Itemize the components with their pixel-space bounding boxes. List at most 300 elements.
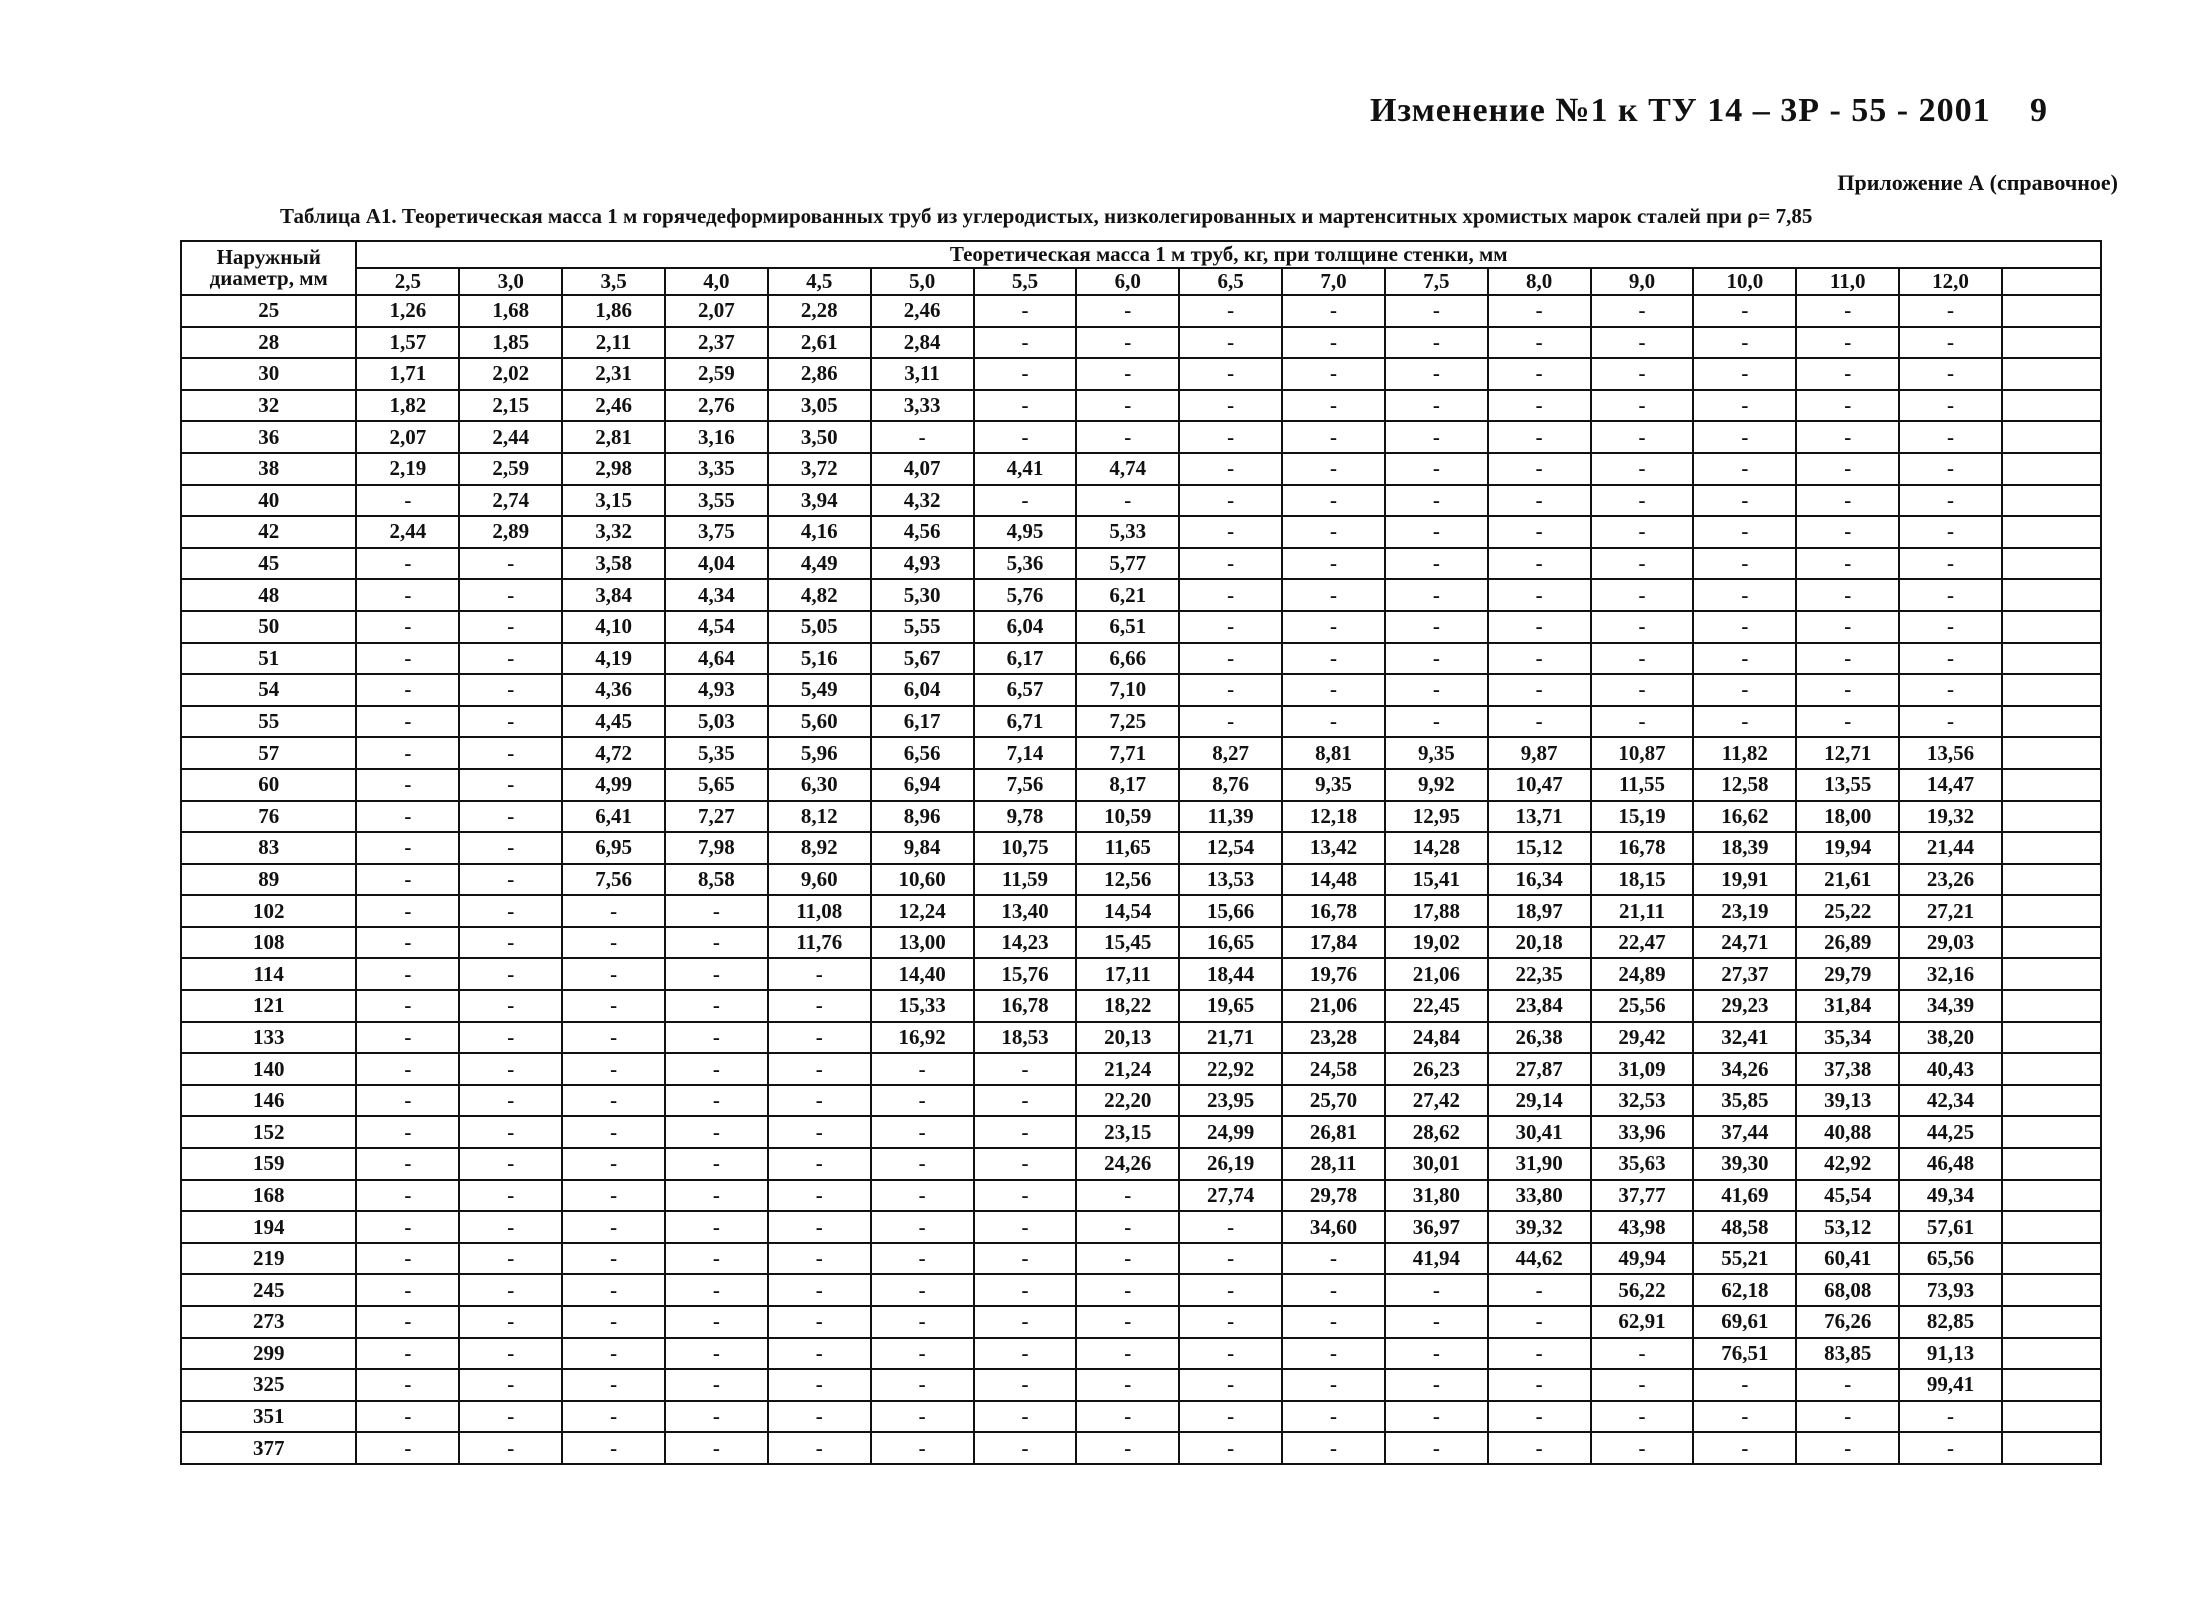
mass-cell: - bbox=[1385, 611, 1488, 643]
mass-cell: - bbox=[1076, 1432, 1179, 1464]
mass-cell: - bbox=[1693, 611, 1796, 643]
mass-cell: 4,95 bbox=[974, 516, 1077, 548]
mass-cell: - bbox=[1796, 1401, 1899, 1433]
mass-cell: 31,84 bbox=[1796, 990, 1899, 1022]
mass-cell: - bbox=[356, 1022, 459, 1054]
diameter-cell: 168 bbox=[181, 1180, 356, 1212]
mass-cell: 3,75 bbox=[665, 516, 768, 548]
mass-cell: 5,16 bbox=[768, 643, 871, 675]
mass-cell: - bbox=[459, 1116, 562, 1148]
diameter-cell: 146 bbox=[181, 1085, 356, 1117]
mass-cell: - bbox=[356, 1211, 459, 1243]
mass-cell: 23,19 bbox=[1693, 895, 1796, 927]
mass-cell: - bbox=[665, 1211, 768, 1243]
mass-cell: - bbox=[1796, 453, 1899, 485]
mass-cell: - bbox=[562, 1085, 665, 1117]
mass-cell: 31,80 bbox=[1385, 1180, 1488, 1212]
mass-cell: 27,42 bbox=[1385, 1085, 1488, 1117]
diameter-cell: 194 bbox=[181, 1211, 356, 1243]
mass-cell: - bbox=[665, 1148, 768, 1180]
mass-cell: - bbox=[974, 1085, 1077, 1117]
mass-cell: 12,24 bbox=[871, 895, 974, 927]
mass-cell: - bbox=[665, 1369, 768, 1401]
mass-cell: 26,38 bbox=[1488, 1022, 1591, 1054]
mass-cell: - bbox=[768, 990, 871, 1022]
empty-cell bbox=[2002, 548, 2101, 580]
empty-cell bbox=[2002, 1022, 2101, 1054]
mass-cell: - bbox=[1076, 1243, 1179, 1275]
thickness-header-cell: 9,0 bbox=[1591, 268, 1694, 295]
mass-cell: 14,47 bbox=[1899, 769, 2002, 801]
mass-cell: 16,78 bbox=[1591, 832, 1694, 864]
table-row bbox=[181, 864, 2101, 896]
mass-cell: - bbox=[1488, 1274, 1591, 1306]
mass-cell: 32,41 bbox=[1693, 1022, 1796, 1054]
mass-cell: - bbox=[1796, 421, 1899, 453]
mass-cell: - bbox=[1591, 295, 1694, 327]
mass-cell: 26,89 bbox=[1796, 927, 1899, 959]
table-container bbox=[180, 240, 2102, 1465]
mass-cell: - bbox=[1693, 1401, 1796, 1433]
mass-cell: - bbox=[1385, 516, 1488, 548]
thickness-header-cell: 3,0 bbox=[459, 268, 562, 295]
mass-cell: - bbox=[665, 895, 768, 927]
mass-cell: 60,41 bbox=[1796, 1243, 1899, 1275]
mass-cell: - bbox=[1488, 674, 1591, 706]
diameter-cell: 89 bbox=[181, 864, 356, 896]
mass-cell: - bbox=[665, 1338, 768, 1370]
mass-cell: 2,98 bbox=[562, 453, 665, 485]
mass-cell: 5,05 bbox=[768, 611, 871, 643]
thickness-header-cell: 12,0 bbox=[1899, 268, 2002, 295]
mass-cell: - bbox=[459, 895, 562, 927]
table-row bbox=[181, 801, 2101, 833]
mass-cell: - bbox=[1796, 611, 1899, 643]
empty-cell bbox=[2002, 1085, 2101, 1117]
mass-cell: 2,59 bbox=[459, 453, 562, 485]
mass-cell: - bbox=[1076, 1274, 1179, 1306]
mass-cell: 91,13 bbox=[1899, 1338, 2002, 1370]
mass-cell: - bbox=[1385, 390, 1488, 422]
mass-cell: 19,65 bbox=[1179, 990, 1282, 1022]
mass-cell: - bbox=[459, 1243, 562, 1275]
mass-cell: 11,39 bbox=[1179, 801, 1282, 833]
mass-cell: 8,12 bbox=[768, 801, 871, 833]
mass-cell: 16,65 bbox=[1179, 927, 1282, 959]
mass-cell: - bbox=[356, 1274, 459, 1306]
thickness-header-cell: 7,0 bbox=[1282, 268, 1385, 295]
table-row bbox=[181, 1180, 2101, 1212]
mass-cell: 7,98 bbox=[665, 832, 768, 864]
diameter-cell: 60 bbox=[181, 769, 356, 801]
mass-cell: 12,71 bbox=[1796, 737, 1899, 769]
diameter-cell: 114 bbox=[181, 958, 356, 990]
mass-cell: - bbox=[356, 832, 459, 864]
mass-cell: 12,18 bbox=[1282, 801, 1385, 833]
mass-cell: 29,23 bbox=[1693, 990, 1796, 1022]
mass-cell: - bbox=[1591, 579, 1694, 611]
mass-cell: 5,36 bbox=[974, 548, 1077, 580]
mass-cell: - bbox=[356, 737, 459, 769]
mass-cell: 14,40 bbox=[871, 958, 974, 990]
mass-cell: 4,34 bbox=[665, 579, 768, 611]
mass-cell: 42,92 bbox=[1796, 1148, 1899, 1180]
mass-cell: - bbox=[1488, 1369, 1591, 1401]
mass-cell: - bbox=[1488, 611, 1591, 643]
mass-cell: - bbox=[1076, 295, 1179, 327]
empty-cell bbox=[2002, 1306, 2101, 1338]
mass-cell: 6,04 bbox=[974, 611, 1077, 643]
mass-cell: 1,26 bbox=[356, 295, 459, 327]
mass-cell: 13,40 bbox=[974, 895, 1077, 927]
mass-cell: - bbox=[1591, 453, 1694, 485]
mass-cell: 39,32 bbox=[1488, 1211, 1591, 1243]
mass-cell: - bbox=[1899, 295, 2002, 327]
mass-cell: 26,23 bbox=[1385, 1053, 1488, 1085]
mass-cell: 22,45 bbox=[1385, 990, 1488, 1022]
empty-cell bbox=[2002, 390, 2101, 422]
mass-cell: 4,04 bbox=[665, 548, 768, 580]
mass-cell: 6,66 bbox=[1076, 643, 1179, 675]
mass-cell: - bbox=[1282, 1274, 1385, 1306]
mass-cell: - bbox=[1385, 485, 1488, 517]
mass-cell: - bbox=[1179, 421, 1282, 453]
mass-cell: 10,60 bbox=[871, 864, 974, 896]
mass-cell: 2,07 bbox=[356, 421, 459, 453]
mass-cell: - bbox=[1488, 579, 1591, 611]
table-row bbox=[181, 548, 2101, 580]
mass-cell: - bbox=[1385, 579, 1488, 611]
mass-cell: - bbox=[1076, 1401, 1179, 1433]
table-row bbox=[181, 1369, 2101, 1401]
mass-cell: 2,11 bbox=[562, 327, 665, 359]
mass-cell: 9,35 bbox=[1385, 737, 1488, 769]
mass-cell: 7,56 bbox=[974, 769, 1077, 801]
mass-cell: 4,49 bbox=[768, 548, 871, 580]
mass-cell: - bbox=[1179, 1401, 1282, 1433]
mass-cell: - bbox=[1899, 327, 2002, 359]
mass-cell: 2,44 bbox=[356, 516, 459, 548]
mass-cell: 33,96 bbox=[1591, 1116, 1694, 1148]
mass-cell: 2,61 bbox=[768, 327, 871, 359]
diameter-cell: 140 bbox=[181, 1053, 356, 1085]
mass-cell: - bbox=[356, 864, 459, 896]
mass-cell: 7,71 bbox=[1076, 737, 1179, 769]
empty-cell bbox=[2002, 769, 2101, 801]
mass-cell: 99,41 bbox=[1899, 1369, 2002, 1401]
mass-cell: 45,54 bbox=[1796, 1180, 1899, 1212]
table-row bbox=[181, 579, 2101, 611]
table-row bbox=[181, 1022, 2101, 1054]
mass-cell: 68,08 bbox=[1796, 1274, 1899, 1306]
mass-cell: - bbox=[871, 1053, 974, 1085]
mass-cell: - bbox=[1796, 643, 1899, 675]
mass-cell: - bbox=[1282, 453, 1385, 485]
mass-cell: 8,81 bbox=[1282, 737, 1385, 769]
mass-cell: 49,34 bbox=[1899, 1180, 2002, 1212]
table-row bbox=[181, 958, 2101, 990]
mass-cell: - bbox=[1179, 485, 1282, 517]
mass-cell: - bbox=[768, 1338, 871, 1370]
mass-cell: 8,17 bbox=[1076, 769, 1179, 801]
mass-cell: - bbox=[871, 1180, 974, 1212]
mass-cell: - bbox=[1179, 1243, 1282, 1275]
diameter-cell: 25 bbox=[181, 295, 356, 327]
empty-cell bbox=[2002, 927, 2101, 959]
mass-cell: 6,21 bbox=[1076, 579, 1179, 611]
mass-cell: - bbox=[1282, 643, 1385, 675]
mass-cell: 34,60 bbox=[1282, 1211, 1385, 1243]
mass-cell: - bbox=[768, 1053, 871, 1085]
mass-cell: 34,39 bbox=[1899, 990, 2002, 1022]
mass-cell: 8,76 bbox=[1179, 769, 1282, 801]
mass-cell: - bbox=[356, 1369, 459, 1401]
mass-cell: 5,35 bbox=[665, 737, 768, 769]
mass-cell: - bbox=[974, 358, 1077, 390]
thickness-header-cell: 10,0 bbox=[1693, 268, 1796, 295]
mass-cell: 21,06 bbox=[1282, 990, 1385, 1022]
mass-cell: 1,68 bbox=[459, 295, 562, 327]
mass-cell: 25,56 bbox=[1591, 990, 1694, 1022]
thickness-header-cell: 4,0 bbox=[665, 268, 768, 295]
mass-cell: - bbox=[1076, 1338, 1179, 1370]
mass-cell: 15,76 bbox=[974, 958, 1077, 990]
mass-cell: - bbox=[562, 1116, 665, 1148]
mass-cell: - bbox=[1796, 327, 1899, 359]
mass-cell: - bbox=[562, 895, 665, 927]
mass-cell: 22,92 bbox=[1179, 1053, 1282, 1085]
mass-cell: 19,32 bbox=[1899, 801, 2002, 833]
mass-cell: 69,61 bbox=[1693, 1306, 1796, 1338]
table-row bbox=[181, 1401, 2101, 1433]
mass-cell: 11,59 bbox=[974, 864, 1077, 896]
mass-cell: - bbox=[1282, 706, 1385, 738]
mass-cell: - bbox=[356, 1432, 459, 1464]
mass-cell: 6,56 bbox=[871, 737, 974, 769]
mass-cell: - bbox=[1591, 358, 1694, 390]
mass-cell: 11,76 bbox=[768, 927, 871, 959]
mass-cell: - bbox=[1076, 1211, 1179, 1243]
mass-cell: - bbox=[1282, 421, 1385, 453]
mass-cell: 49,94 bbox=[1591, 1243, 1694, 1275]
mass-cell: - bbox=[1899, 643, 2002, 675]
mass-cell: 5,49 bbox=[768, 674, 871, 706]
mass-cell: - bbox=[1591, 327, 1694, 359]
empty-cell bbox=[2002, 1116, 2101, 1148]
mass-cell: 15,33 bbox=[871, 990, 974, 1022]
mass-cell: 4,93 bbox=[871, 548, 974, 580]
mass-cell: - bbox=[1796, 516, 1899, 548]
diameter-column-header: Наружный диаметр, мм bbox=[181, 241, 356, 295]
mass-cell: - bbox=[768, 1243, 871, 1275]
mass-cell: - bbox=[562, 1401, 665, 1433]
document-header-title: Изменение №1 к ТУ 14 – 3Р - 55 - 2001 bbox=[1370, 92, 1991, 129]
mass-cell: 5,96 bbox=[768, 737, 871, 769]
mass-cell: 4,10 bbox=[562, 611, 665, 643]
mass-cell: 56,22 bbox=[1591, 1274, 1694, 1306]
mass-cell: - bbox=[562, 1338, 665, 1370]
empty-cell bbox=[2002, 611, 2101, 643]
mass-cell: - bbox=[1796, 1432, 1899, 1464]
mass-cell: 16,78 bbox=[974, 990, 1077, 1022]
mass-cell: 3,32 bbox=[562, 516, 665, 548]
mass-cell: 15,41 bbox=[1385, 864, 1488, 896]
mass-cell: - bbox=[1179, 548, 1282, 580]
empty-cell bbox=[2002, 1053, 2101, 1085]
mass-cell: - bbox=[459, 579, 562, 611]
table-row bbox=[181, 358, 2101, 390]
mass-cell: 8,27 bbox=[1179, 737, 1282, 769]
mass-cell: - bbox=[459, 1306, 562, 1338]
mass-cell: 10,87 bbox=[1591, 737, 1694, 769]
mass-cell: - bbox=[768, 1022, 871, 1054]
mass-cell: 3,11 bbox=[871, 358, 974, 390]
mass-cell: - bbox=[459, 1180, 562, 1212]
mass-cell: - bbox=[1488, 548, 1591, 580]
mass-cell: - bbox=[1899, 1432, 2002, 1464]
mass-cell: 42,34 bbox=[1899, 1085, 2002, 1117]
mass-cell: - bbox=[459, 1022, 562, 1054]
mass-cell: 6,57 bbox=[974, 674, 1077, 706]
mass-cell: - bbox=[974, 1306, 1077, 1338]
mass-cell: 73,93 bbox=[1899, 1274, 2002, 1306]
mass-cell: - bbox=[1488, 706, 1591, 738]
mass-cell: 18,53 bbox=[974, 1022, 1077, 1054]
mass-cell: - bbox=[1591, 485, 1694, 517]
mass-cell: - bbox=[1899, 485, 2002, 517]
table-row bbox=[181, 485, 2101, 517]
mass-cell: 33,80 bbox=[1488, 1180, 1591, 1212]
mass-cell: - bbox=[665, 1085, 768, 1117]
mass-cell: 16,92 bbox=[871, 1022, 974, 1054]
mass-cell: - bbox=[1179, 1306, 1282, 1338]
empty-cell bbox=[2002, 1243, 2101, 1275]
mass-cell: - bbox=[1179, 611, 1282, 643]
mass-cell: - bbox=[665, 1401, 768, 1433]
thickness-header-cell: 5,5 bbox=[974, 268, 1077, 295]
page-number: 9 bbox=[2030, 92, 2047, 129]
mass-cell: 4,19 bbox=[562, 643, 665, 675]
mass-cell: - bbox=[1693, 674, 1796, 706]
diameter-cell: 152 bbox=[181, 1116, 356, 1148]
diameter-cell: 42 bbox=[181, 516, 356, 548]
mass-cell: 62,18 bbox=[1693, 1274, 1796, 1306]
mass-cell: 43,98 bbox=[1591, 1211, 1694, 1243]
mass-cell: - bbox=[768, 1369, 871, 1401]
mass-cell: 10,75 bbox=[974, 832, 1077, 864]
mass-cell: 29,42 bbox=[1591, 1022, 1694, 1054]
mass-cell: - bbox=[1282, 611, 1385, 643]
appendix-label: Приложение А (справочное) bbox=[1837, 170, 2118, 195]
mass-cell: - bbox=[974, 485, 1077, 517]
mass-cell: - bbox=[1693, 706, 1796, 738]
mass-cell: 5,60 bbox=[768, 706, 871, 738]
mass-cell: 9,87 bbox=[1488, 737, 1591, 769]
empty-cell bbox=[2002, 295, 2101, 327]
mass-cell: - bbox=[1796, 706, 1899, 738]
mass-cell: - bbox=[1385, 643, 1488, 675]
mass-cell: 11,65 bbox=[1076, 832, 1179, 864]
mass-cell: 28,11 bbox=[1282, 1148, 1385, 1180]
mass-cell: - bbox=[974, 1116, 1077, 1148]
mass-cell: - bbox=[459, 990, 562, 1022]
mass-cell: - bbox=[356, 485, 459, 517]
mass-cell: - bbox=[356, 1401, 459, 1433]
table-row bbox=[181, 516, 2101, 548]
mass-cell: 21,11 bbox=[1591, 895, 1694, 927]
mass-cell: - bbox=[1179, 1338, 1282, 1370]
mass-cell: - bbox=[768, 1116, 871, 1148]
mass-cell: 2,59 bbox=[665, 358, 768, 390]
mass-cell: 2,07 bbox=[665, 295, 768, 327]
mass-cell: - bbox=[1796, 358, 1899, 390]
mass-cell: - bbox=[1693, 579, 1796, 611]
mass-cell: - bbox=[1179, 358, 1282, 390]
mass-cell: 35,34 bbox=[1796, 1022, 1899, 1054]
table-row bbox=[181, 895, 2101, 927]
table-row bbox=[181, 611, 2101, 643]
mass-cell: 6,94 bbox=[871, 769, 974, 801]
mass-cell: - bbox=[1488, 643, 1591, 675]
mass-cell: - bbox=[1796, 548, 1899, 580]
mass-cell: 5,03 bbox=[665, 706, 768, 738]
mass-cell: - bbox=[1899, 706, 2002, 738]
mass-cell: 4,74 bbox=[1076, 453, 1179, 485]
mass-cell: - bbox=[1693, 516, 1796, 548]
mass-cell: - bbox=[459, 1053, 562, 1085]
mass-cell: - bbox=[974, 1401, 1077, 1433]
mass-cell: - bbox=[1179, 1211, 1282, 1243]
mass-cell: 35,63 bbox=[1591, 1148, 1694, 1180]
mass-cell: - bbox=[356, 990, 459, 1022]
mass-cell: - bbox=[562, 990, 665, 1022]
mass-cell: 14,23 bbox=[974, 927, 1077, 959]
thickness-header-cell: 5,0 bbox=[871, 268, 974, 295]
mass-cell: 5,55 bbox=[871, 611, 974, 643]
mass-cell: 26,19 bbox=[1179, 1148, 1282, 1180]
mass-cell: - bbox=[562, 958, 665, 990]
mass-cell: - bbox=[871, 1401, 974, 1433]
mass-cell: 21,24 bbox=[1076, 1053, 1179, 1085]
mass-cell: 23,84 bbox=[1488, 990, 1591, 1022]
empty-cell bbox=[2002, 516, 2101, 548]
thickness-header-cell: 4,5 bbox=[768, 268, 871, 295]
mass-cell: 11,08 bbox=[768, 895, 871, 927]
mass-cell: - bbox=[974, 1243, 1077, 1275]
mass-cell: 65,56 bbox=[1899, 1243, 2002, 1275]
mass-cell: - bbox=[665, 1116, 768, 1148]
mass-cell: 29,14 bbox=[1488, 1085, 1591, 1117]
mass-cell: - bbox=[1076, 1306, 1179, 1338]
empty-cell bbox=[2002, 643, 2101, 675]
diameter-cell: 38 bbox=[181, 453, 356, 485]
empty-cell bbox=[2002, 1148, 2101, 1180]
table-row bbox=[181, 643, 2101, 675]
mass-cell: 3,55 bbox=[665, 485, 768, 517]
table-row bbox=[181, 706, 2101, 738]
mass-cell: 83,85 bbox=[1796, 1338, 1899, 1370]
table-row bbox=[181, 1432, 2101, 1464]
empty-cell bbox=[2002, 1211, 2101, 1243]
mass-cell: 36,97 bbox=[1385, 1211, 1488, 1243]
mass-cell: 6,30 bbox=[768, 769, 871, 801]
diameter-cell: 325 bbox=[181, 1369, 356, 1401]
table-header-row-1 bbox=[181, 241, 2101, 268]
mass-cell: - bbox=[665, 958, 768, 990]
mass-cell: 5,67 bbox=[871, 643, 974, 675]
mass-cell: 9,35 bbox=[1282, 769, 1385, 801]
mass-cell: 2,37 bbox=[665, 327, 768, 359]
